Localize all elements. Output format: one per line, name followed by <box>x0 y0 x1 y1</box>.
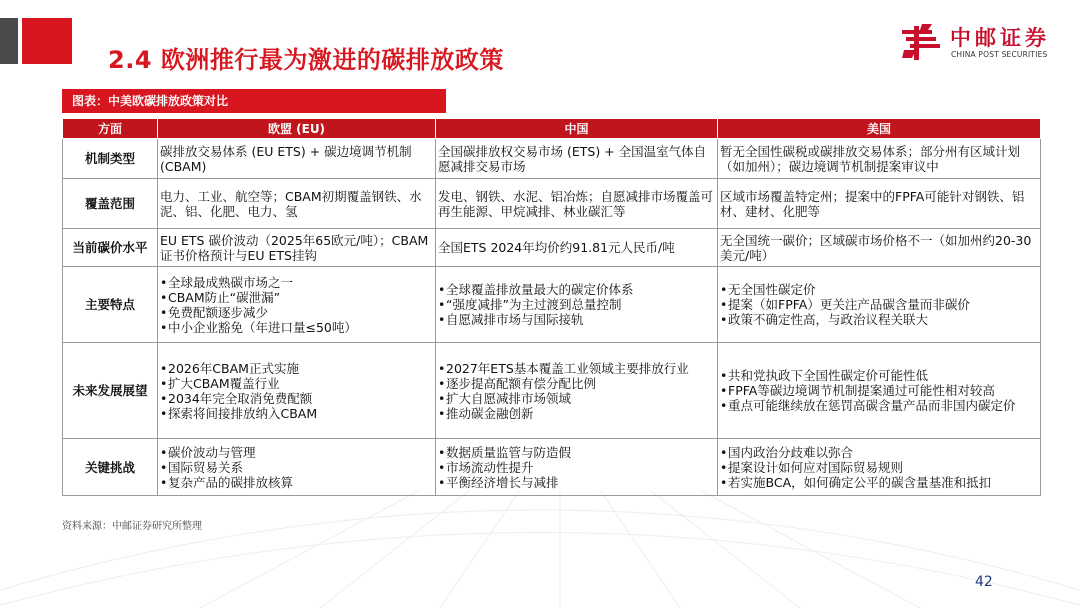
list-item: • CBAM防止“碳泄漏” <box>160 290 433 305</box>
row-label: 覆盖范围 <box>63 179 158 229</box>
cell-text: 暂无全国性碳税或碳排放交易体系；部分州有区域计划（如加州）；碳边境调节机制提案审议中 <box>720 143 1021 174</box>
cell-eu <box>158 179 436 229</box>
cell-us <box>718 179 1041 229</box>
list-item: • 国内政治分歧难以弥合 <box>720 445 1038 460</box>
cell-eu <box>158 229 436 267</box>
list-item: • 自愿减排市场与国际接轨 <box>438 312 715 327</box>
cell-text: 碳排放交易体系 (EU ETS) + 碳边境调节机制(CBAM) <box>160 143 412 174</box>
page-number: 42 <box>975 574 993 590</box>
list-item: • 2027年ETS基本覆盖工业领域主要排放行业 <box>438 361 715 376</box>
header-us: 美国 <box>718 119 1041 139</box>
cell-text: 全国ETS 2024年均价约91.81元人民币/吨 <box>438 240 675 255</box>
list-item: • 2034年完全取消免费配额 <box>160 391 433 406</box>
list-item: • 若实施BCA，如何确定公平的碳含量基准和抵扣 <box>720 475 1038 490</box>
policy-comparison-table <box>62 118 1041 496</box>
list-item: • 提案设计如何应对国际贸易规则 <box>720 460 1038 475</box>
header-aspect: 方面 <box>63 119 158 139</box>
list-item: • 提案（如FPFA）更关注产品碳含量而非碳价 <box>720 297 1038 312</box>
list-item: • 推动碳金融创新 <box>438 406 715 421</box>
bullet-list <box>438 361 715 421</box>
logo-name-cn: 中邮证券 <box>950 26 1050 50</box>
bullet-list <box>160 445 433 490</box>
cell-text: 发电、钢铁、水泥、铝冶炼；自愿减排市场覆盖可再生能源、甲烷减排、林业碳汇等 <box>438 188 714 219</box>
cell-text: 电力、工业、航空等；CBAM初期覆盖钢铁、水泥、铝、化肥、电力、氢 <box>160 188 422 219</box>
cell-china <box>436 179 718 229</box>
list-item: • 免费配额逐步减少 <box>160 305 433 320</box>
bullet-list <box>720 282 1038 327</box>
cell-china <box>436 439 718 496</box>
cell-china <box>436 267 718 343</box>
cell-us <box>718 229 1041 267</box>
cell-eu <box>158 139 436 179</box>
header-china: 中国 <box>436 119 718 139</box>
list-item: • 扩大自愿减排市场领域 <box>438 391 715 406</box>
row-label: 主要特点 <box>63 267 158 343</box>
china-post-logo-icon <box>900 20 944 64</box>
list-item: • 平衡经济增长与减排 <box>438 475 715 490</box>
list-item: • 中小企业豁免（年进口量≤50吨） <box>160 320 433 335</box>
list-item: • 碳价波动与管理 <box>160 445 433 460</box>
table-row-mechanism <box>63 139 1041 179</box>
cell-china <box>436 343 718 439</box>
bullet-list <box>160 275 433 335</box>
list-item: • “强度减排”为主过渡到总量控制 <box>438 297 715 312</box>
cell-us <box>718 439 1041 496</box>
list-item: • 全球覆盖排放量最大的碳定价体系 <box>438 282 715 297</box>
cell-eu <box>158 343 436 439</box>
list-item: • 扩大CBAM覆盖行业 <box>160 376 433 391</box>
list-item: • FPFA等碳边境调节机制提案通过可能性相对较高 <box>720 383 1038 398</box>
list-item: • 重点可能继续放在惩罚高碳含量产品而非国内碳定价 <box>720 398 1038 413</box>
company-logo <box>900 20 1070 68</box>
logo-name-en: CHINA POST SECURITIES <box>951 50 1048 59</box>
list-item: • 市场流动性提升 <box>438 460 715 475</box>
bullet-list <box>720 368 1038 413</box>
header-eu: 欧盟 (EU) <box>158 119 436 139</box>
cell-eu <box>158 267 436 343</box>
row-label: 机制类型 <box>63 139 158 179</box>
row-label: 未来发展展望 <box>63 343 158 439</box>
cell-eu <box>158 439 436 496</box>
table-header-row <box>63 119 1041 139</box>
list-item: • 共和党执政下全国性碳定价可能性低 <box>720 368 1038 383</box>
list-item: • 全球最成熟碳市场之一 <box>160 275 433 290</box>
table-caption: 图表：中美欧碳排放政策对比 <box>62 89 446 113</box>
list-item: • 数据质量监管与防造假 <box>438 445 715 460</box>
list-item: • 2026年CBAM正式实施 <box>160 361 433 376</box>
page-title: 2.4 欧洲推行最为激进的碳排放政策 <box>108 46 504 74</box>
list-item: • 政策不确定性高，与政治议程关联大 <box>720 312 1038 327</box>
list-item: • 探索将间接排放纳入CBAM <box>160 406 433 421</box>
list-item: • 逐步提高配额有偿分配比例 <box>438 376 715 391</box>
cell-us <box>718 139 1041 179</box>
list-item: • 无全国性碳定价 <box>720 282 1038 297</box>
accent-bar-dark <box>0 18 18 64</box>
cell-text: EU ETS 碳价波动（2025年65欧元/吨）；CBAM证书价格预计与EU ETS挂钩 <box>160 232 429 263</box>
table-row-outlook <box>63 343 1041 439</box>
cell-china <box>436 229 718 267</box>
bullet-list <box>720 445 1038 490</box>
source-note: 资料来源：中邮证券研究所整理 <box>62 521 202 532</box>
list-item: • 国际贸易关系 <box>160 460 433 475</box>
bullet-list <box>160 361 433 421</box>
table-row-features <box>63 267 1041 343</box>
cell-us <box>718 343 1041 439</box>
list-item: • 复杂产品的碳排放核算 <box>160 475 433 490</box>
cell-text: 全国碳排放权交易市场 (ETS) + 全国温室气体自愿减排交易市场 <box>438 143 707 174</box>
table-row-coverage <box>63 179 1041 229</box>
cell-china <box>436 139 718 179</box>
accent-bar-red <box>22 18 72 64</box>
bullet-list <box>438 445 715 490</box>
row-label: 关键挑战 <box>63 439 158 496</box>
table-row-challenges <box>63 439 1041 496</box>
table-row-carbon-price <box>63 229 1041 267</box>
cell-text: 区域市场覆盖特定州；提案中的FPFA可能针对钢铁、铝材、建材、化肥等 <box>720 188 1025 219</box>
cell-us <box>718 267 1041 343</box>
cell-text: 无全国统一碳价；区域碳市场价格不一（如加州约20-30美元/吨） <box>720 232 1032 263</box>
bullet-list <box>438 282 715 327</box>
row-label: 当前碳价水平 <box>63 229 158 267</box>
